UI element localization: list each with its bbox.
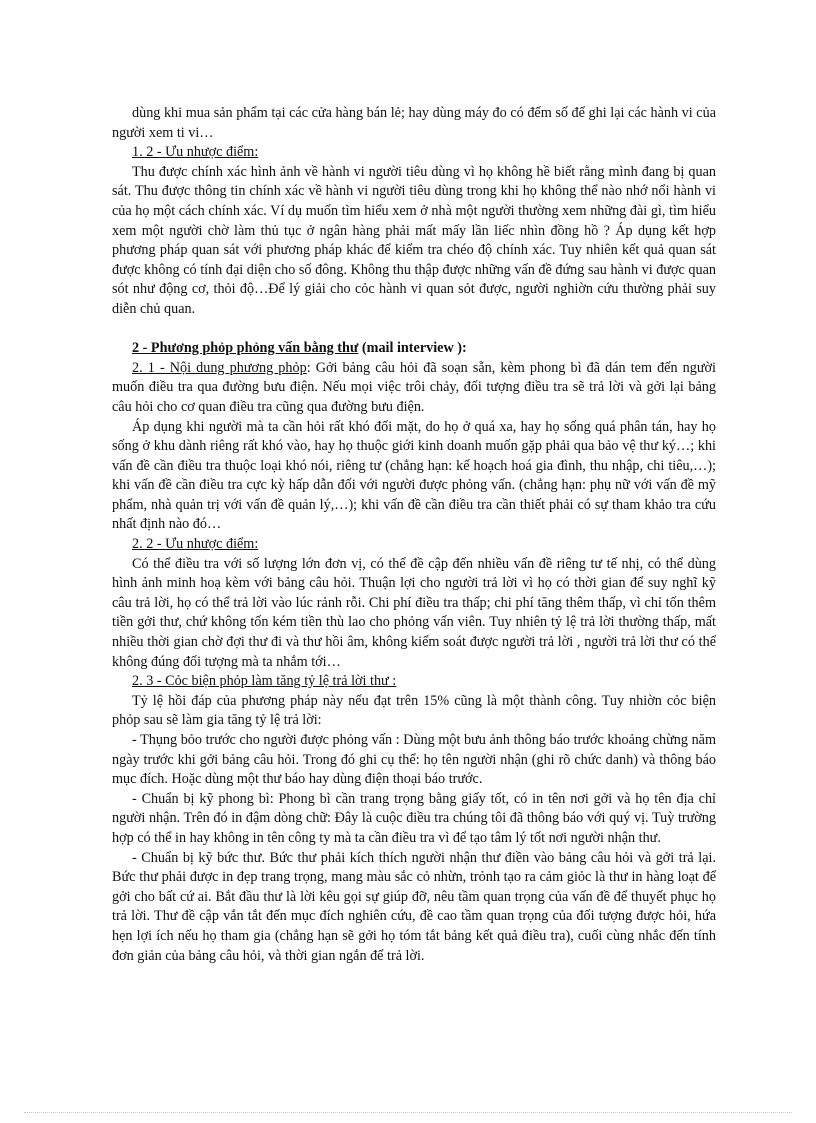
section-heading-2-suffix: (mail interview ): (358, 340, 467, 357)
paragraph-observation-uses: dùng khi mua sản phẩm tại các cửa hàng bán lẻ; hay dùng máy đo có đếm số để ghi lại các hành vi của người xem ti vi… (112, 105, 716, 141)
paragraph-observation-pros-cons: Thu được chính xác hình ảnh về hành vi người tiêu dùng vì họ không hề biết rằng mình đang bị quan sát. Thu được thông tin chính xác về hành vi người tiêu dùng trong khi họ không thể nào nhớ nổi hành vi của họ một cách chính xác. Ví dụ muốn tìm hiểu xem ở nhà một người thường xem những đài gì, tìm hiểu xem một người chờ làm thủ tục ở ngân hàng phải mất mấy lần liếc nhìn đồng hồ ? Áp dụng kết hợp phương pháp quan sát với phương pháp khác để kiểm tra chéo độ chính xác. Tuy nhiên kết quả quan sát được không có tính đại diện cho số đông. Không thu thập được những vấn đề đứng sau hành vi được quan sót như động cơ, thỏi độ…Để lý giải cho cỏc hành vi quan sỏt được, người nghiờn cứu thường phải suy diễn chủ quan. (112, 163, 716, 317)
subheading-2-1: 2. 1 - Nội dung phương phỏp (132, 359, 307, 376)
section-heading-2 (112, 339, 716, 359)
document-body (112, 104, 716, 966)
section-heading-2-title: 2 - Phương phỏp phỏng vấn bằng thư (132, 340, 359, 357)
paragraph-mail-content (112, 359, 716, 418)
subheading-1-2: 1. 2 - Ưu nhược điểm: (132, 144, 259, 161)
paragraph-mail-application: Áp dụng khi người mà ta cần hỏi rất khó đối mặt, do họ ở quá xa, hay họ sống quá phân tán, hay họ sống ở khu dành riêng rất khó vào, hay họ thuộc giới kinh doanh muốn gặp phải qua bảo vệ thư ký…; khi vấn đề cần điều tra thuộc loại khó nói, riêng tư (chẳng hạn: kế hoạch hoá gia đình, thu nhập, chi tiêu,…); khi vấn đề cần điều tra cực kỳ hấp dẫn đối với người được phỏng vấn. (chẳng hạn: phụ nữ với vấn đề mỹ phẩm, nhà quản trị với vấn đề quản lý,…); khi vấn đề cần điều tra cần thiết phải có sự tham khảo tra cứu nhất định nào đó… (112, 418, 716, 533)
subheading-2-2: 2. 2 - Ưu nhược điểm: (132, 536, 259, 553)
paragraph-cover-letter: - Chuẩn bị kỹ bức thư. Bức thư phải kích thích người nhận thư điền vào bảng câu hỏi và gởi trả lại. Bức thư phải được in đẹp trang trọng, mang màu sắc cỏ nhừn, trỏnh tạo ra cảm giỏc là thư in hàng loạt để gởi cho bất cứ ai. Bắt đầu thư là lời kêu gọi sự giúp đỡ, nêu tầm quan trọng của vấn đề để thuyết phục họ trả lời. Thư đề cập vắn tắt đến mục đích nghiên cứu, đề cao tầm quan trọng của đối tượng được hỏi, hứa hẹn lợi ích nếu họ tham gia (chẳng hạn sẽ gởi họ tóm tắt bảng kết quả điều tra), cuối cùng nhắc đến tính đơn giản của bảng câu hỏi, và thời gian ngắn để trả lời. (112, 849, 716, 964)
subheading-2-1-text: : Gởi bảng câu hỏi đã soạn sẵn, kèm phong bì đã dán tem đến người muốn điều tra qua đường bưu điện. Nếu mọi việc trôi chảy, đối tượng điều tra sẽ trả lời và gởi lại bảng câu hỏi cho cơ quan điều tra cũng qua đường bưu điện. (112, 359, 716, 415)
subheading-2-3: 2. 3 - Cỏc biện phỏp làm tăng tỷ lệ trả lời thư : (132, 673, 397, 690)
paragraph-mail-pros-cons: Có thể điều tra với số lượng lớn đơn vị, có thể đề cập đến nhiều vấn đề riêng tư tế nhị, có thể dùng hình ảnh minh hoạ kèm với bảng câu hỏi. Thuận lợi cho người trả lời vì họ có thời gian để suy nghĩ kỹ câu trả lời, họ có thể trả lời vào lúc rảnh rỗi. Chi phí điều tra thấp; chi phí tăng thêm thấp, vì chỉ tốn thêm tiền gởi thư, chứ không tốn kém tiền thù lao cho phỏng vấn viên. Tuy nhiên tỷ lệ trả lời thường thấp, mất nhiều thời gian chờ đợi thư đi và thư hồi âm, không kiểm soát được người trả lời , người trả lời thư có thể không đúng đối tượng mà ta nhắm tới… (112, 555, 716, 670)
paragraph-response-rate: Tỷ lệ hồi đáp của phương pháp này nếu đạt trên 15% cũng là một thành công. Tuy nhiờn cỏc biện phỏp sau sẽ làm gia tăng tỷ lệ trả lời: (112, 692, 716, 729)
paragraph-envelope: - Chuẩn bị kỹ phong bì: Phong bì cần trang trọng bằng giấy tốt, có in tên nơi gởi và họ tên địa chỉ người nhận. Trên đó in đậm dòng chữ: Đây là cuộc điều tra chúng tôi đã thông báo với quý vị. Tuỳ trường hợp có thể in hay không in tên công ty mà ta cần điều tra vì để tạo tâm lý tốt nơi người nhận thư. (112, 790, 716, 846)
paragraph-advance-notice: - Thụng bỏo trước cho người được phỏng vấn : Dùng một bưu ảnh thông báo trước khoảng chừng năm ngày trước khi gởi bảng câu hỏi. Trong đó ghi cụ thể: họ tên người nhận (ghi rõ chức danh) và thông báo mục đích. Hoặc dùng một thư báo hay dùng điện thoại báo trước. (112, 732, 716, 788)
page-bottom-divider (24, 1112, 792, 1113)
